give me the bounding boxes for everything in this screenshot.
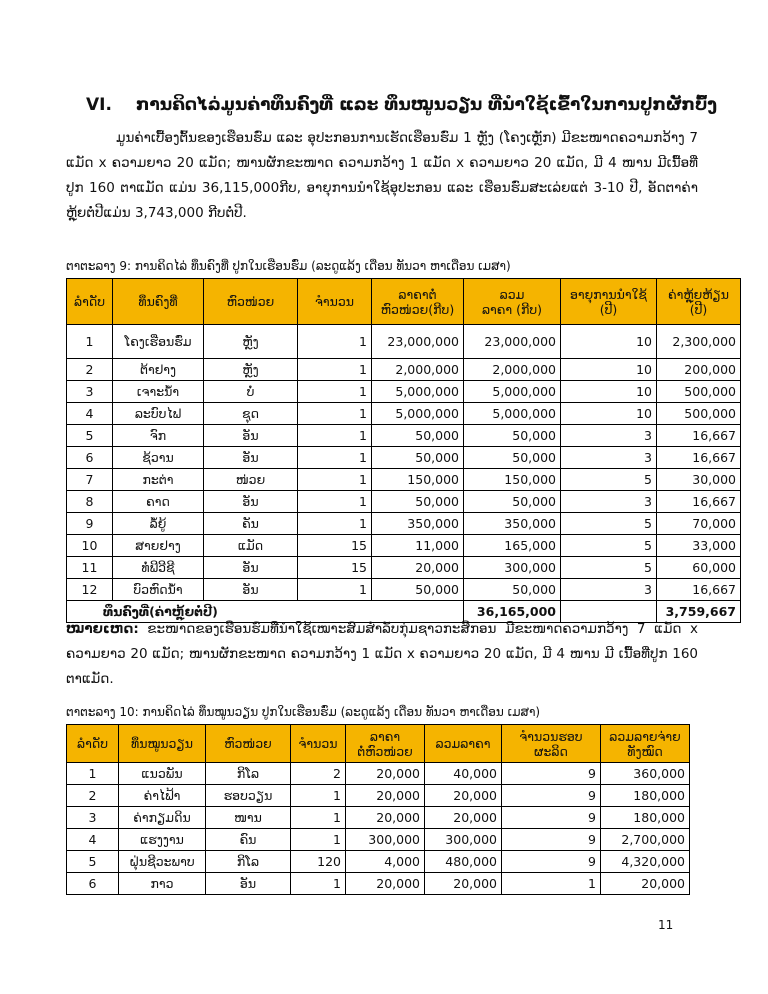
table-cell: ລະບົບໄຟ bbox=[113, 403, 204, 425]
table-cell: ເຈາະນ້ຳ bbox=[113, 381, 204, 403]
table-cell: 40,000 bbox=[425, 763, 502, 785]
table-cell: 300,000 bbox=[425, 829, 502, 851]
table9-total-amount: 36,165,000 bbox=[464, 601, 561, 623]
table-cell: ແນວພັນ bbox=[119, 763, 206, 785]
intro-paragraph bbox=[66, 126, 698, 226]
table-cell: 1 bbox=[298, 447, 372, 469]
table-cell: 1 bbox=[291, 785, 346, 807]
table-cell: ອັນ bbox=[204, 579, 298, 601]
table-cell: 180,000 bbox=[601, 807, 690, 829]
table-cell: ບົວຫົດນ້ຳ bbox=[113, 579, 204, 601]
table-cell: 12 bbox=[67, 579, 113, 601]
section-number: VI. bbox=[86, 95, 112, 115]
table-cell: 20,000 bbox=[372, 557, 464, 579]
table-cell: 50,000 bbox=[372, 447, 464, 469]
table-row bbox=[67, 469, 741, 491]
page-number: 11 bbox=[658, 918, 674, 932]
table9-caption: ຕາຕະລາງ 9: ການຄິດໄລ່ ທຶນຄົງທີ່ ປູກໃນເຮືອນຮົ່ມ (ລະດູແລ້ງ ເດືອນ ທັນວາ ຫາເດືອນ ເມສາ) bbox=[66, 259, 511, 273]
table-cell: 360,000 bbox=[601, 763, 690, 785]
table-cell: 500,000 bbox=[657, 403, 741, 425]
table-cell: ໂຄງເຮືອນຮົ່ມ bbox=[113, 325, 204, 359]
table-cell: 16,667 bbox=[657, 447, 741, 469]
table-cell: 1 bbox=[502, 873, 601, 895]
table-cell: 3 bbox=[67, 381, 113, 403]
table-cell: 10 bbox=[561, 325, 657, 359]
table-cell: 60,000 bbox=[657, 557, 741, 579]
table-cell: 5,000,000 bbox=[464, 381, 561, 403]
section-title: ການຄິດໄລ່ມູນຄ່າທຶນຄົງທີ່ ແລະ ທຶນໝູນວຽນ ທີ່ນຳໃຊ້ເຂົ້າໃນການປູກຜັກບົ້ງ bbox=[136, 95, 717, 115]
t9-header-6: ອາຍຸການນຳໃຊ້ (ປີ) bbox=[561, 279, 657, 325]
t9-header-4: ລາຄາຕໍ່ ຫົວໜ່ວຍ(ກີບ) bbox=[372, 279, 464, 325]
table-cell: 50,000 bbox=[464, 425, 561, 447]
table-cell: 200,000 bbox=[657, 359, 741, 381]
table-cell: 50,000 bbox=[464, 491, 561, 513]
table-cell: 2,000,000 bbox=[464, 359, 561, 381]
table-cell: 3 bbox=[67, 807, 119, 829]
table-cell: ຕ້າຢາງ bbox=[113, 359, 204, 381]
table-cell: 4 bbox=[67, 829, 119, 851]
table-cell: 9 bbox=[67, 513, 113, 535]
table-cell: 3 bbox=[561, 447, 657, 469]
table-cell: 20,000 bbox=[601, 873, 690, 895]
table-cell: 5 bbox=[561, 557, 657, 579]
table-cell: ຄົນ bbox=[206, 829, 291, 851]
table-cell: ຊຸດ bbox=[204, 403, 298, 425]
table-row bbox=[67, 425, 741, 447]
table-row bbox=[67, 785, 690, 807]
table-cell: ແມັດ bbox=[204, 535, 298, 557]
table-cell: 1 bbox=[291, 873, 346, 895]
table-cell: ໜານ bbox=[206, 807, 291, 829]
table-cell: ຊ້ວານ bbox=[113, 447, 204, 469]
table-cell: 15 bbox=[298, 557, 372, 579]
table-cell: ຝຸ່ນຊີວະພາບ bbox=[119, 851, 206, 873]
table-cell: 5,000,000 bbox=[372, 381, 464, 403]
table-cell: 7 bbox=[67, 469, 113, 491]
table-row bbox=[67, 403, 741, 425]
table-cell: ຫຼັງ bbox=[204, 325, 298, 359]
table-cell: 15 bbox=[298, 535, 372, 557]
table-cell: 20,000 bbox=[425, 785, 502, 807]
table-cell: 23,000,000 bbox=[464, 325, 561, 359]
table-cell: 9 bbox=[502, 785, 601, 807]
table-cell: 16,667 bbox=[657, 491, 741, 513]
table-cell: 3 bbox=[561, 425, 657, 447]
table-cell: 3 bbox=[561, 579, 657, 601]
table-cell: 20,000 bbox=[346, 763, 425, 785]
table-cell: 2,300,000 bbox=[657, 325, 741, 359]
table-cell: ຫຼັງ bbox=[204, 359, 298, 381]
table-cell: 50,000 bbox=[372, 425, 464, 447]
table-cell: ແຮງງານ bbox=[119, 829, 206, 851]
t10-header-0: ລຳດັບ bbox=[67, 725, 119, 763]
t9-header-3: ຈຳນວນ bbox=[298, 279, 372, 325]
table-cell: 20,000 bbox=[346, 807, 425, 829]
table-cell: ຄ່າກຽມດິນ bbox=[119, 807, 206, 829]
table-cell: 10 bbox=[561, 403, 657, 425]
table-cell: 6 bbox=[67, 873, 119, 895]
table-cell: ອັນ bbox=[204, 557, 298, 579]
table-cell: ໜ່ວຍ bbox=[204, 469, 298, 491]
table-cell: 150,000 bbox=[464, 469, 561, 491]
table-cell: 10 bbox=[67, 535, 113, 557]
table-cell: 1 bbox=[67, 763, 119, 785]
table-cell: 5,000,000 bbox=[372, 403, 464, 425]
table-cell: ສາຍຢາງ bbox=[113, 535, 204, 557]
t10-header-6: ຈຳນວນຮອບ ຜະລິດ bbox=[502, 725, 601, 763]
fixed-capital-table bbox=[66, 278, 741, 623]
table-cell: 4 bbox=[67, 403, 113, 425]
note-text: ຂະໜາດຂອງເຮືອນຮົ່ມທີ່ນຳໃຊ້ເໝາະສົມສຳລັບກຸ່ມຊາວກະສິກອນ ມີຂະໜາດຄວາມກວ້າງ 7 ແມັດ x ຄວາມຍາວ 20 ແມັດ; ໜານຜັກຂະໜາດ ຄວາມກວ້າງ 1 ແມັດ x ຄວາມຍາວ 20 ແມັດ, ມີ 4 ໜານ ມີ ເນື້ອທີ່ປູກ 160 ຕາແມັດ. bbox=[66, 621, 698, 687]
t10-header-7: ລວມລາຍຈ່າຍ ທັງໝົດ bbox=[601, 725, 690, 763]
table-cell: ກະຕ່າ bbox=[113, 469, 204, 491]
table-cell: ຄັນ bbox=[204, 513, 298, 535]
table9-note bbox=[66, 617, 698, 692]
table9-total-label: ທຶນຄົງທີ່(ຄ່າຫຼຸ້ຍຕໍ່ປີ) bbox=[67, 601, 464, 623]
table-cell: 70,000 bbox=[657, 513, 741, 535]
table-cell: 1 bbox=[298, 359, 372, 381]
table-cell: 33,000 bbox=[657, 535, 741, 557]
table-cell: 1 bbox=[298, 403, 372, 425]
table-row bbox=[67, 851, 690, 873]
table-cell: 16,667 bbox=[657, 425, 741, 447]
t9-header-1: ທຶນຄົງທີ່ bbox=[113, 279, 204, 325]
table-row bbox=[67, 807, 690, 829]
table-cell: ອັນ bbox=[204, 425, 298, 447]
table-cell: 1 bbox=[298, 425, 372, 447]
table-cell: 50,000 bbox=[464, 447, 561, 469]
table-cell: 6 bbox=[67, 447, 113, 469]
table-cell: 2 bbox=[291, 763, 346, 785]
table-cell: 1 bbox=[67, 325, 113, 359]
table9-total-depreciation: 3,759,667 bbox=[657, 601, 741, 623]
table-row bbox=[67, 763, 690, 785]
table-cell: 11 bbox=[67, 557, 113, 579]
table-row bbox=[67, 447, 741, 469]
table-cell: 350,000 bbox=[372, 513, 464, 535]
table-cell: 5,000,000 bbox=[464, 403, 561, 425]
table-cell: ຈົກ bbox=[113, 425, 204, 447]
table-row bbox=[67, 535, 741, 557]
t10-header-1: ທຶນໝູນວຽນ bbox=[119, 725, 206, 763]
table-cell: ຄ່າໄຟ້າ bbox=[119, 785, 206, 807]
t10-header-2: ຫົວໜ່ວຍ bbox=[206, 725, 291, 763]
table-cell: 300,000 bbox=[464, 557, 561, 579]
table-cell: 1 bbox=[291, 807, 346, 829]
table-cell: 1 bbox=[298, 513, 372, 535]
t10-header-3: ຈຳນວນ bbox=[291, 725, 346, 763]
table-cell: 4,000 bbox=[346, 851, 425, 873]
table-row bbox=[67, 513, 741, 535]
table-cell: ຄາດ bbox=[113, 491, 204, 513]
table-row bbox=[67, 557, 741, 579]
table-cell: 1 bbox=[298, 381, 372, 403]
table-cell: 10 bbox=[561, 359, 657, 381]
table-cell: 9 bbox=[502, 829, 601, 851]
table-cell: 5 bbox=[67, 851, 119, 873]
table-row bbox=[67, 325, 741, 359]
note-label: ໝາຍເຫດ: bbox=[66, 621, 139, 637]
table-cell: ກາວ bbox=[119, 873, 206, 895]
table-row bbox=[67, 579, 741, 601]
section-heading bbox=[86, 95, 726, 115]
table-cell: 2 bbox=[67, 359, 113, 381]
table-cell: 5 bbox=[67, 425, 113, 447]
table-cell: 50,000 bbox=[372, 579, 464, 601]
table-row bbox=[67, 381, 741, 403]
table-cell: 20,000 bbox=[425, 807, 502, 829]
working-capital-table bbox=[66, 724, 690, 895]
table-cell: 8 bbox=[67, 491, 113, 513]
table-cell: 165,000 bbox=[464, 535, 561, 557]
table-cell: 2,000,000 bbox=[372, 359, 464, 381]
table-cell: 3 bbox=[561, 491, 657, 513]
table-cell: ກິໂລ bbox=[206, 851, 291, 873]
table-cell: 16,667 bbox=[657, 579, 741, 601]
table-cell: 1 bbox=[298, 579, 372, 601]
table-cell: 120 bbox=[291, 851, 346, 873]
table-cell: 9 bbox=[502, 851, 601, 873]
table-cell: ອັນ bbox=[204, 491, 298, 513]
t9-header-0: ລຳດັບ bbox=[67, 279, 113, 325]
table-cell: 10 bbox=[561, 381, 657, 403]
t10-header-5: ລວມລາຄາ bbox=[425, 725, 502, 763]
t9-header-5: ລວມ ລາຄາ (ກີບ) bbox=[464, 279, 561, 325]
table-cell: 9 bbox=[502, 763, 601, 785]
table-cell: 1 bbox=[291, 829, 346, 851]
table-cell: ອັນ bbox=[204, 447, 298, 469]
table-cell: 1 bbox=[298, 469, 372, 491]
table-cell: 2,700,000 bbox=[601, 829, 690, 851]
table-row bbox=[67, 873, 690, 895]
table-cell: ກິໂລ bbox=[206, 763, 291, 785]
table-row bbox=[67, 359, 741, 381]
table-cell: 500,000 bbox=[657, 381, 741, 403]
table-cell: 20,000 bbox=[346, 873, 425, 895]
table-cell: 300,000 bbox=[346, 829, 425, 851]
table-cell: 5 bbox=[561, 535, 657, 557]
table-cell: 50,000 bbox=[372, 491, 464, 513]
table-cell: 350,000 bbox=[464, 513, 561, 535]
table-cell: 4,320,000 bbox=[601, 851, 690, 873]
table-cell: 9 bbox=[502, 807, 601, 829]
table-cell: 30,000 bbox=[657, 469, 741, 491]
table-cell: ຮອບວຽນ bbox=[206, 785, 291, 807]
table-cell: ອັນ bbox=[206, 873, 291, 895]
table-cell: 50,000 bbox=[464, 579, 561, 601]
table-cell: 5 bbox=[561, 513, 657, 535]
table-cell: 11,000 bbox=[372, 535, 464, 557]
table-cell: 5 bbox=[561, 469, 657, 491]
table-cell: ບໍ່ bbox=[204, 381, 298, 403]
t9-header-2: ຫົວໜ່ວຍ bbox=[204, 279, 298, 325]
table-cell: ທໍ່ພີວີຊີ bbox=[113, 557, 204, 579]
table-cell: 23,000,000 bbox=[372, 325, 464, 359]
t9-header-7: ຄ່າຫຼຸ້ຍຫ້ຽນ (ປີ) bbox=[657, 279, 741, 325]
table-row bbox=[67, 829, 690, 851]
table-row bbox=[67, 491, 741, 513]
table-cell: 1 bbox=[298, 491, 372, 513]
table10-caption: ຕາຕະລາງ 10: ການຄິດໄລ່ ທຶນໝູນວຽນ ປູກໃນເຮືອນຮົ່ມ (ລະດູແລ້ງ ເດືອນ ທັນວາ ຫາເດືອນ ເມສາ) bbox=[66, 705, 541, 719]
table-cell: 1 bbox=[298, 325, 372, 359]
table-cell: 2 bbox=[67, 785, 119, 807]
table-cell: 480,000 bbox=[425, 851, 502, 873]
intro-text: ມູນຄ່າເບື້ອງຕົ້ນຂອງເຮືອນຮົ່ມ ແລະ ອຸປະກອນການເຮັດເຮືອນຮົ່ມ 1 ຫຼັງ (ໂຄງເຫຼັກ) ມີຂະໜາດຄວາມກວ້າງ 7 ແມັດ x ຄວາມຍາວ 20 ແມັດ; ໜານຜັກຂະໜາດ ຄວາມກວ້າງ 1 ແມັດ x ຄວາມຍາວ 20 ແມັດ, ມີ 4 ໜານ ມີເນື້ອທີ່ປູກ 160 ຕາແມັດ ແມ່ນ 36,115,000ກີບ, ອາຍຸການນຳໃຊ້ອຸປະກອນ ແລະ ເຮືອນຮົ່ມສະເລ່ຍແຕ່ 3-10 ປີ, ອັດຕາຄ່າຫຼຸ້ຍຕໍ່ປີແມ່ນ 3,743,000 ກີບຕໍ່ປີ. bbox=[66, 130, 698, 221]
table-cell: 20,000 bbox=[346, 785, 425, 807]
table-cell: ລໍ້ຍູ້ bbox=[113, 513, 204, 535]
table-cell: 180,000 bbox=[601, 785, 690, 807]
table-cell: 150,000 bbox=[372, 469, 464, 491]
table-cell: 20,000 bbox=[425, 873, 502, 895]
t10-header-4: ລາຄາ ຕໍ່ຫົວໜ່ວຍ bbox=[346, 725, 425, 763]
